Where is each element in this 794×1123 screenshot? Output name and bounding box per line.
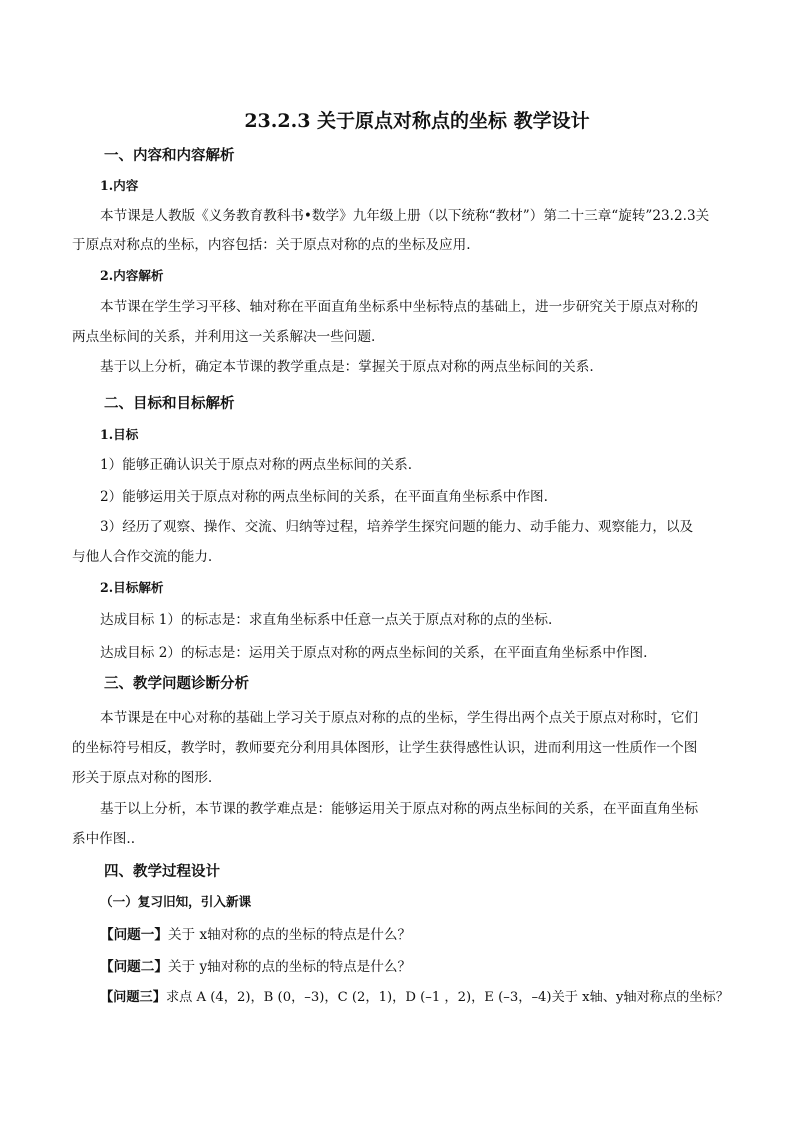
paragraph-line: 形关于原点对称的图形. [72,770,213,786]
paragraph-line: 两点坐标间的关系，并利用这一关系解决一些问题. [72,329,376,345]
section-heading: 三、教学问题诊断分析 [104,675,249,692]
question-tag: 【问题二】 [100,959,168,975]
question-tag: 【问题一】 [100,927,168,943]
list-item: 与他人合作交流的能力. [72,549,213,565]
subsection-heading: 1.内容 [100,178,139,193]
question-text: 求点 A (4，2)，B (0，–3)，C (2，1)，D (–1 ，2)，E (–3，–4)关于 x轴、y轴对称点的坐标？ [165,990,729,1005]
paragraph-line: 达成目标 2）的标志是：运用关于原点对称的两点坐标间的关系，在平面直角坐标系中作图. [100,645,648,661]
document-title: 23.2.3 关于原点对称点的坐标 教学设计 [244,110,590,132]
question-text: 关于 y轴对称的点的坐标的特点是什么？ [167,959,412,975]
subsection-heading: 1.目标 [100,427,139,442]
list-item: 2）能够运用关于原点对称的两点坐标间的关系，在平面直角坐标系中作图. [100,489,548,505]
subsection-heading: 2.目标解析 [100,580,164,595]
paragraph-line: 的坐标符号相反，教学时，教师要充分利用具体图形，让学生获得感性认识，进而利用这一性质作一个图 [72,740,698,756]
list-item: 1）能够正确认识关于原点对称的两点坐标间的关系. [100,457,413,473]
paragraph-line: 基于以上分析，确定本节课的教学重点是：掌握关于原点对称的两点坐标间的关系. [100,359,594,375]
section-heading: 四、教学过程设计 [104,863,220,880]
subsection-heading: 2.内容解析 [100,268,164,283]
section-heading: 一、内容和内容解析 [104,147,235,164]
paragraph-line: 达成目标 1）的标志是：求直角坐标系中任意一点关于原点对称的点的坐标. [100,612,553,628]
paragraph-line: 本节课是人教版《义务教育教科书•数学》九年级上册（以下统称“教材”）第二十三章“旋转”23.2.3关 [100,208,710,224]
question-tag: 【问题三】 [100,990,166,1005]
paragraph-line: 系中作图.. [72,831,136,847]
section-heading: 二、目标和目标解析 [104,395,235,412]
subsection-heading: （一）复习旧知，引入新课 [100,894,252,909]
question-item [100,988,780,1008]
paragraph-line: 本节课是在中心对称的基础上学习关于原点对称的点的坐标，学生得出两个点关于原点对称时，它们 [100,710,699,726]
paragraph-line: 于原点对称点的坐标，内容包括：关于原点对称的点的坐标及应用. [72,237,471,253]
paragraph-line: 基于以上分析，本节课的教学难点是：能够运用关于原点对称的两点坐标间的关系，在平面直角坐标 [100,801,699,817]
paragraph-line: 本节课在学生学习平移、轴对称在平面直角坐标系中坐标特点的基础上，进一步研究关于原点对称的 [100,299,699,315]
question-item [100,957,760,977]
list-item: 3）经历了观察、操作、交流、归纳等过程，培养学生探究问题的能力、动手能力、观察能力，以及 [100,519,694,535]
question-text: 关于 x轴对称的点的坐标的特点是什么？ [167,927,412,943]
question-item [100,925,760,945]
